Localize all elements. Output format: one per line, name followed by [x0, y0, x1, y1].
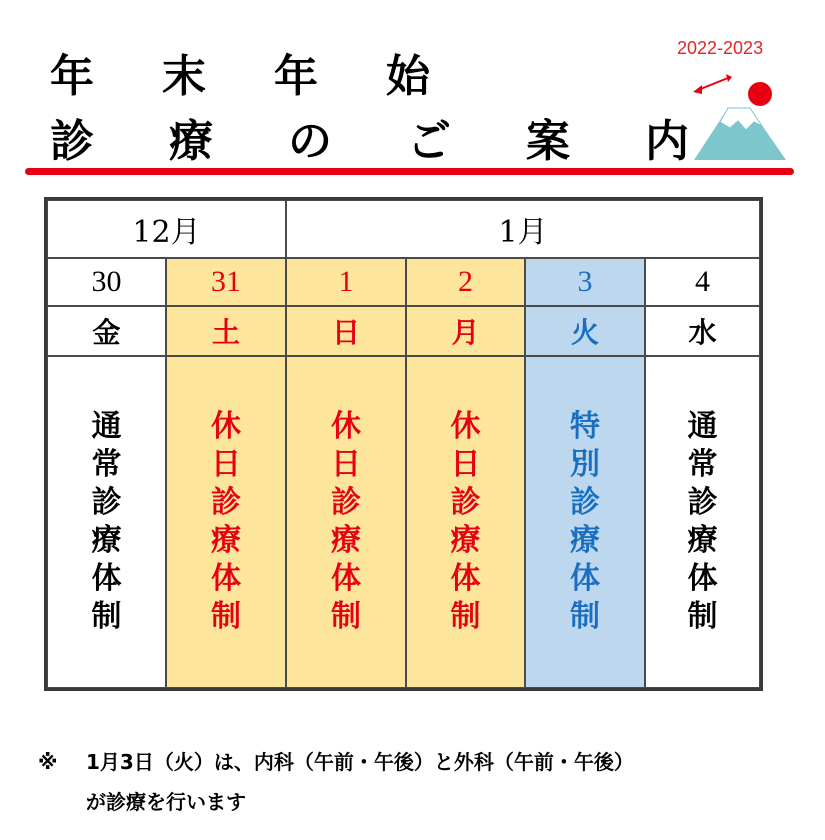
- weekday-label: 金: [92, 316, 121, 349]
- title-char: ご: [407, 116, 451, 167]
- status-char: 常: [91, 447, 122, 482]
- status-char: 通: [91, 409, 122, 444]
- sun-icon: [748, 82, 772, 106]
- status-label: [331, 408, 361, 636]
- status-char: 常: [687, 447, 718, 482]
- weekday-cell: [47, 306, 166, 356]
- weekday-cell: [645, 306, 760, 356]
- title-underline: [25, 168, 794, 175]
- arrow-icon: [693, 74, 732, 94]
- footnote: [38, 742, 634, 822]
- status-char: 療: [211, 523, 241, 558]
- status-char: 体: [331, 561, 361, 596]
- status-char: 制: [91, 599, 122, 634]
- month-label: 12月: [132, 215, 201, 250]
- status-char: 療: [570, 523, 600, 558]
- status-char: 通: [687, 409, 718, 444]
- mount-fuji-icon: [690, 72, 790, 164]
- status-char: 制: [570, 599, 600, 634]
- weekday-cell: [166, 306, 286, 356]
- status-char: 体: [91, 561, 122, 596]
- status-char: 体: [211, 561, 241, 596]
- title-char: の: [288, 116, 332, 167]
- status-cell: [286, 356, 406, 688]
- weekday-cell: [406, 306, 525, 356]
- status-char: 休: [331, 409, 361, 444]
- status-cell: [47, 356, 166, 688]
- weekday-label: 土: [211, 316, 240, 349]
- status-char: 別: [570, 447, 600, 482]
- status-char: 休: [450, 409, 481, 444]
- status-char: 療: [331, 523, 361, 558]
- status-char: 休: [211, 409, 241, 444]
- date-label: 30: [91, 265, 122, 298]
- status-char: 診: [687, 485, 718, 520]
- date-label: 3: [577, 265, 593, 298]
- note-mark: ※: [38, 750, 58, 774]
- title-char: 年: [50, 51, 94, 102]
- weekday-label: 月: [451, 316, 480, 349]
- date-cell: [406, 258, 525, 306]
- weekday-label: 火: [570, 316, 599, 349]
- status-char: 診: [450, 485, 481, 520]
- status-char: 日: [450, 447, 481, 482]
- status-char: 特: [570, 409, 600, 444]
- title-char: 内: [645, 116, 689, 167]
- status-char: 日: [211, 447, 241, 482]
- status-cell: [525, 356, 645, 688]
- title-char: 診: [50, 116, 94, 167]
- status-cell: [645, 356, 760, 688]
- title-char: 療: [169, 116, 213, 167]
- status-label: [92, 408, 122, 636]
- status-char: 体: [570, 561, 600, 596]
- date-cell: [47, 258, 166, 306]
- date-label: 4: [695, 265, 710, 298]
- status-char: 日: [331, 447, 361, 482]
- title-char: 始: [386, 51, 430, 102]
- month-cell-december: [47, 200, 286, 258]
- note-line-2: が診療を行います: [86, 790, 246, 814]
- date-cell: [286, 258, 406, 306]
- status-char: 体: [450, 561, 481, 596]
- weekday-cell: [286, 306, 406, 356]
- status-label: [211, 408, 241, 636]
- schedule-table: [44, 197, 763, 691]
- status-char: 療: [687, 523, 718, 558]
- title-char: 案: [526, 116, 570, 167]
- date-label: 31: [211, 265, 241, 298]
- status-char: 制: [687, 599, 718, 634]
- status-char: 制: [331, 599, 361, 634]
- note-line-1: 1月3日（火）は、内科（午前・午後）と外科（午前・午後）: [86, 750, 634, 774]
- status-char: 制: [450, 599, 481, 634]
- weekday-label: 日: [331, 316, 360, 349]
- year-label: 2022-2023: [677, 38, 764, 58]
- status-label: [570, 408, 600, 636]
- status-char: 療: [450, 523, 481, 558]
- title-char: 年: [274, 51, 318, 102]
- title-line-2: [50, 105, 764, 169]
- status-char: 診: [211, 485, 241, 520]
- title-line-1: [50, 40, 498, 104]
- status-cell: [166, 356, 286, 688]
- status-char: 診: [331, 485, 361, 520]
- date-cell: [645, 258, 760, 306]
- status-char: 制: [211, 599, 241, 634]
- month-label: 1月: [498, 215, 548, 250]
- title-char: 末: [162, 51, 206, 102]
- date-cell: [525, 258, 645, 306]
- status-label: [688, 408, 718, 636]
- date-cell: [166, 258, 286, 306]
- status-char: 診: [570, 485, 600, 520]
- weekday-cell: [525, 306, 645, 356]
- status-char: 体: [687, 561, 718, 596]
- weekday-label: 水: [688, 316, 717, 349]
- status-char: 診: [91, 485, 122, 520]
- date-label: 2: [458, 265, 473, 298]
- status-cell: [406, 356, 525, 688]
- status-label: [451, 408, 481, 636]
- month-cell-january: [286, 200, 760, 258]
- status-char: 療: [91, 523, 122, 558]
- date-label: 1: [338, 265, 354, 298]
